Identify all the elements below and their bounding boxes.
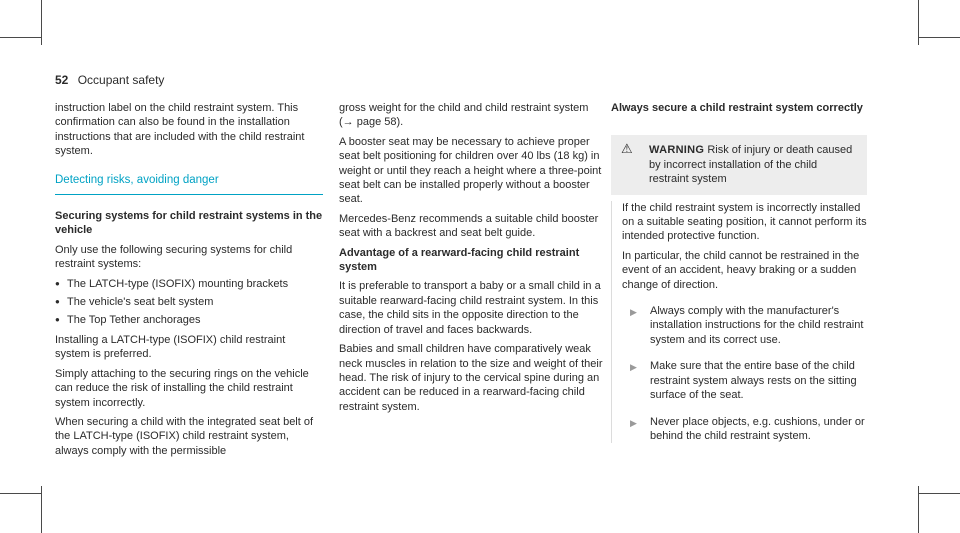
paragraph: Mercedes-Benz recommends a suitable child booster seat with a backrest and seat belt guide. (339, 212, 599, 240)
crop-mark (918, 486, 919, 533)
step-arrow-icon: ▶ (630, 362, 637, 373)
warning-text: Risk of injury or death caused by incorrect installation of the child restraint system (649, 144, 853, 186)
paragraph: If the child restraint system is incorrectly installed on a suitable seating position, it cannot perform its intended protective function. (622, 201, 867, 243)
section-title: Occupant safety (77, 73, 165, 87)
crop-mark (41, 486, 42, 533)
step-arrow-icon: ▶ (630, 307, 637, 318)
page-number: 52 (55, 73, 69, 87)
warning-box (611, 135, 867, 194)
instruction-step: ▶ Always comply with the manufacturer's installation instructions for the child restraint system and its correct use. (630, 305, 864, 346)
sub-heading: Always secure a child restraint system correctly (611, 102, 863, 114)
warning-body (611, 201, 867, 444)
paragraph: Simply attaching to the securing rings on the vehicle can reduce the risk of installing the child restraint system incorrectly. (55, 367, 309, 409)
crop-mark (0, 493, 42, 494)
bullet-list (55, 277, 323, 328)
warning-label: WARNING (649, 144, 705, 157)
crop-mark (41, 0, 42, 45)
paragraph: instruction label on the child restraint system. This confirmation can also be found in the installation instructions that are included with the child restraint system. (55, 102, 305, 158)
column-3 (611, 101, 867, 443)
warning-title (621, 143, 857, 186)
sub-heading: Advantage of a rearward-facing child restraint system (339, 246, 580, 274)
crop-mark (918, 37, 960, 38)
step-arrow-icon: ▶ (630, 417, 637, 428)
instruction-step: ▶ Never place objects, e.g. cushions, under or behind the child restraint system. (630, 415, 865, 442)
paragraph: Babies and small children have comparatively weak neck muscles in relation to the size and weight of their head. The risk of injury to the cervical spine during an accident can be reduced in a rearward-facing child restraint system. (339, 343, 603, 413)
column-2 (339, 101, 603, 419)
bullet-icon: ● (55, 315, 60, 325)
instruction-step: ▶ Make sure that the entire base of the child restraint system always rests on the sitting surface of the seat. (630, 360, 857, 402)
list-item: ● The Top Tether anchorages (55, 314, 201, 327)
paragraph: In particular, the child cannot be restrained in the event of an accident, heavy braking or a sudden change of direction. (622, 249, 860, 291)
bullet-icon: ● (55, 297, 60, 307)
page-header (55, 73, 164, 87)
column-1 (55, 101, 323, 463)
list-item: ● The LATCH-type (ISOFIX) mounting brackets (55, 277, 289, 290)
paragraph: gross weight for the child and child restraint system (→ page 58). (339, 102, 589, 129)
list-item: ● The vehicle's seat belt system (55, 296, 214, 309)
sub-heading: Securing systems for child restraint systems in the vehicle (55, 210, 323, 237)
paragraph: Installing a LATCH-type (ISOFIX) child restraint system is preferred. (55, 333, 286, 361)
section-heading: Detecting risks, avoiding danger (55, 173, 323, 195)
bullet-icon: ● (55, 278, 60, 288)
paragraph: When securing a child with the integrated seat belt of the LATCH-type (ISOFIX) child restraint system, always comply with the permissible (55, 415, 314, 457)
crop-mark (918, 493, 960, 494)
paragraph: Only use the following securing systems for child restraint systems: (55, 243, 293, 271)
warning-triangle-icon: ⚠ (621, 141, 633, 157)
paragraph: A booster seat may be necessary to achieve proper seat belt positioning for children over 40 lbs (18 kg) in weight or until they reach a height where a three-point seat belt can be installed properly without a booster seat. (339, 135, 602, 206)
paragraph: It is preferable to transport a baby or a small child in a suitable rearward-facing child restraint system. In this case, the child sits in the opposite direction to the direction of travel and faces backwards. (339, 280, 601, 336)
crop-mark (0, 37, 42, 38)
crop-mark (918, 0, 919, 45)
